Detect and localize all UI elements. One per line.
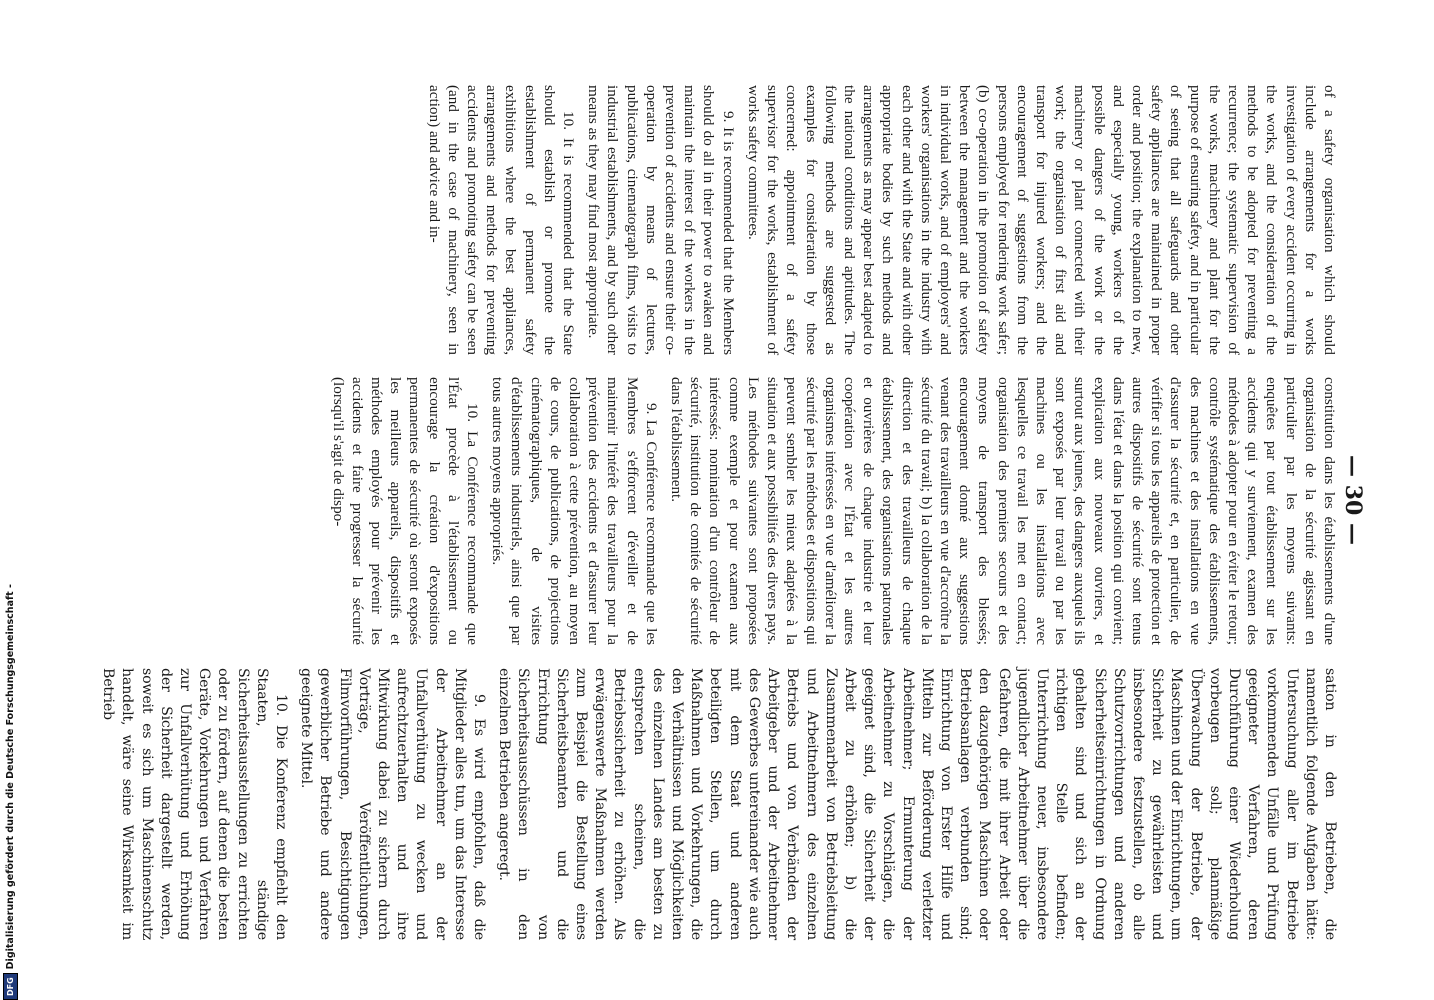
german-column [98,668,1339,940]
paragraph-de-8b: sation in den Betrieben, die namentlich folgende Aufgaben hätte: Untersuchung aller im Betriebe vorkommenden Unfälle und Prüfung geeigneter Verfahren, deren Durchführung einer Wiederholung vorbeugen soll; planmäßige Überwachung der Betriebe, der Maschinen und der Einrichtungen, um Sicherheit zu gewährleisten und insbesondere festzustellen, ob alle Schutzvorrichtungen und anderen Sicherheitseinrichtungen in Ordnung gehalten sind und sich an der richtigen Stelle befinden; Unterrichtung neuer, insbesondere jugendlicher Arbeitnehmer über die Gefahren, die mit ihrer Arbeit oder den dazugehörigen Maschinen oder Betriebsanlagen verbunden sind; Einrichtung von Erster Hilfe und Mitteln zur Beförderung verletzter Arbeitnehmer; Ermunterung der Arbeitnehmer zu Vorschlägen, die geeignet sind, die Sicherheit der Arbeit zu erhöhen; b) die Zusammenarbeit von Betriebsleitung und Arbeitnehmern des einzelnen Betriebs und von Verbänden der Arbeitgeber und der Arbeitnehmer des Gewerbes untereinander wie auch mit dem Staat und anderen beteiligten Stellen, um durch Maßnahmen und Vorkehrungen, die den Verhältnissen und Möglichkeiten des einzelnen Landes am besten zu entsprechen scheinen, die Betriebssicherheit zu erhöhen. Als erwägenswerte Maßnahmen werden zum Beispiel die Bestellung eines Sicherheitsbeamten und die Errichtung von Sicherheitsausschüssen in den einzelnen Betrieben angeregt. [496,668,1338,940]
credit-text: Digitalisierung gefördert durch die Deutsche Forschungsgemeinschaft - [4,584,16,970]
paragraph-en-9: 9. It is recommended that the Members should do all in their power to awaken and maintain the interest of the workers in the prevention of accidents and ensure their co-operation by means of lectures, publications, cinematograph films, visits to industrial establishments, and by such other means as they may find most appropriate. [585,85,737,355]
paragraph-fr-10: 10. La Conférence recommande que l'État procède à l'établissement ou encourage la création d'expositions permanentes de sécurité où seront exposés les meilleurs appareils, dispositifs et méthodes employés pour prévenir les accidents et faire progresser la sécurité (lorsqu'il s'agit de dispo- [329,377,482,645]
digitization-credit [2,0,18,1000]
english-column [424,85,1339,355]
paragraph-fr-8b: constitution dans les établissements d'une organisation de la sécurité agissant en particulier par les moyens suivants: enquêtes par tout établissement sur les accidents qui y surviennent, examen des méthodes à adopter pour en éviter le retour; contrôle systématique des établissements, des machines et des installations en vue d'assurer la sécurité et, en particulier, de vérifier si tous les appareils de protection et autres dispositifs de sécurité sont tenus dans l'état et dans la position qui convient; explication aux nouveaux ouvriers, et surtout aux jeunes, des dangers auxquels ils sont exposés par leur travail ou par les machines ou les installations avec lesquelles ce travail les met en contact; organisation des premiers secours et des moyens de transport des blessés; encouragement donné aux suggestions venant des travailleurs en vue d'accroître la sécurité du travail; b) la collaboration de la direction et des travailleurs de chaque établissement, des organisations patronales et ouvrières de chaque industrie et leur coopération avec l'État et les autres organismes intéressés en vue d'améliorer la sécurité par les méthodes et dispositions qui peuvent sembler les mieux adaptées à la situation et aux possibilités des divers pays. Les méthodes suivantes sont proposées comme exemple et pour examen aux intéressés: nomination d'un contrôleur de sécurité, institution de comités de sécurité dans l'établissement. [668,377,1338,645]
page-number: — 30 — [1340,455,1366,545]
paragraph-de-10: 10. Die Konferenz empfiehlt den Staaten, ständige Sicherheitsausstellungen zu errichten oder zu fördern, auf denen die besten Geräte, Vorkehrungen und Verfahren zur Unfallverhütung und Erhöhung der Sicherheit dargestellt werden, soweit es sich um Maschinenschutz handelt, wäre seine Wirksamkeit im Betrieb [100,668,290,940]
paragraph-fr-9: 9. La Conférence recommande que les Membres s'efforcent d'éveiller et de maintenir l'intérêt des travailleurs pour la prévention des accidents et d'assurer leur collaboration à cette prévention, au moyen de cours, de publications, de projections cinématographiques, de visites d'établissements industriels, ainsi que par tous autres moyens appropriés. [489,377,660,645]
paragraph-de-9: 9. Es wird empfohlen, daß die Mitglieder alles tun, um das Interesse der Arbeitnehmer an der Unfallverhütung zu wecken und aufrechtzuerhalten und ihre Mitwirkung dabei zu sichern durch Vorträge, Veröffentlichungen, Filmvorführungen, Besichtigungen gewerblicher Betriebe und andere geeignete Mittel. [298,668,488,940]
paragraph-en-8b: of a safety organisation which should include arrangements for a works investigation of every accident occurring in the works, and the consideration of the methods to be adopted for preventing a recurrence; the systematic supervision of the works, machinery and plant for the purpose of ensuring safety, and in particular of seeing that all safeguards and other safety appliances are maintained in proper order and position; the explanation to new, and especially young, workers of the possible dangers of the work or the machinery or plant connected with their work; the organisation of first aid and transport for injured workers; and the encouragement of suggestions from the persons employed for rendering work safer; (b) co-operation in the promotion of safety between the management and the workers in individual works, and of employers' and workers' organisations in the industry with each other and with the State and with other appropriate bodies by such methods and arrangements as may appear best adapted to the national conditions and aptitudes. The following methods are suggested as examples for consideration by those concerned: appointment of a safety supervisor for the works, establishment of works safety committees. [744,85,1338,355]
french-column [328,377,1339,645]
paragraph-en-10: 10. It is recommended that the State should establish or promote the establishment of permanent safety exhibitions where the best appliances, arrangements and methods for preventing accidents and promoting safety can be seen (and in the case of machinery, seen in action) and advice and in- [425,85,578,355]
dfg-logo-icon: DFG [3,973,18,1000]
